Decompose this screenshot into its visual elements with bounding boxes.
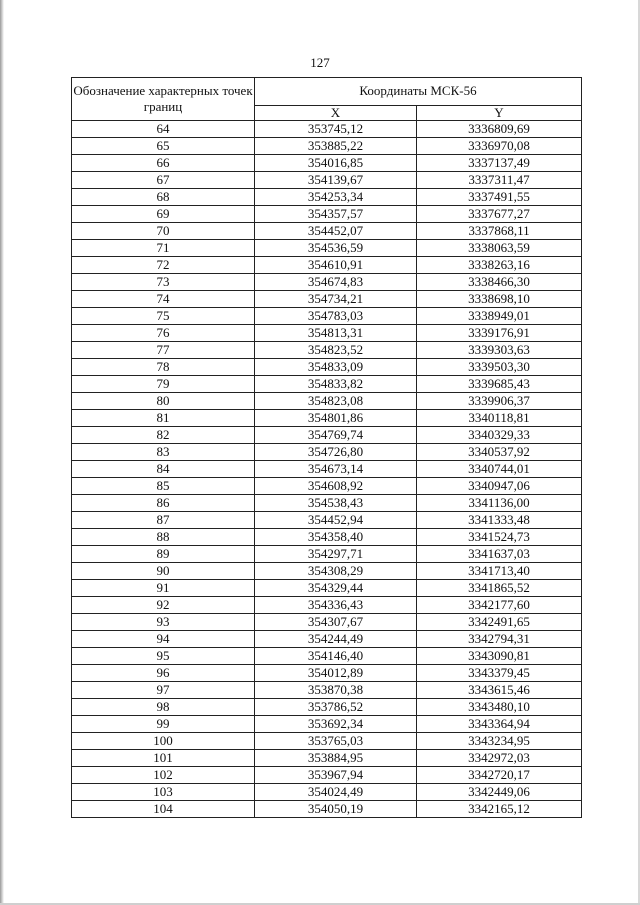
table-row bbox=[72, 138, 582, 155]
y-coordinate-cell: 3342972,03 bbox=[417, 750, 582, 767]
table-row bbox=[72, 155, 582, 172]
y-coordinate-cell: 3341136,00 bbox=[417, 495, 582, 512]
x-coordinate-cell: 354452,07 bbox=[255, 223, 417, 240]
x-coordinate-cell: 354307,67 bbox=[255, 614, 417, 631]
x-column-header: X bbox=[255, 105, 417, 120]
y-coordinate-cell: 3338698,10 bbox=[417, 291, 582, 308]
point-cell: 89 bbox=[72, 546, 255, 563]
x-coordinate-cell: 354801,86 bbox=[255, 410, 417, 427]
x-coordinate-cell: 354673,14 bbox=[255, 461, 417, 478]
point-cell: 90 bbox=[72, 563, 255, 580]
point-cell: 94 bbox=[72, 631, 255, 648]
table-row bbox=[72, 767, 582, 784]
point-cell: 102 bbox=[72, 767, 255, 784]
point-cell: 91 bbox=[72, 580, 255, 597]
table-body bbox=[72, 121, 582, 818]
table-row bbox=[72, 665, 582, 682]
y-coordinate-cell: 3340537,92 bbox=[417, 444, 582, 461]
table-row bbox=[72, 274, 582, 291]
points-column-header: Обозначение характерных точек границ bbox=[72, 78, 255, 121]
x-coordinate-cell: 354358,40 bbox=[255, 529, 417, 546]
point-cell: 100 bbox=[72, 733, 255, 750]
table-row bbox=[72, 325, 582, 342]
x-coordinate-cell: 354726,80 bbox=[255, 444, 417, 461]
y-coordinate-cell: 3341713,40 bbox=[417, 563, 582, 580]
point-cell: 81 bbox=[72, 410, 255, 427]
x-coordinate-cell: 354610,91 bbox=[255, 257, 417, 274]
x-coordinate-cell: 353870,38 bbox=[255, 682, 417, 699]
x-coordinate-cell: 354336,43 bbox=[255, 597, 417, 614]
scan-edge-left bbox=[0, 0, 4, 905]
table-row bbox=[72, 359, 582, 376]
y-coordinate-cell: 3343364,94 bbox=[417, 716, 582, 733]
table-row bbox=[72, 801, 582, 818]
x-coordinate-cell: 354452,94 bbox=[255, 512, 417, 529]
point-cell: 104 bbox=[72, 801, 255, 818]
table-row bbox=[72, 206, 582, 223]
y-coordinate-cell: 3340329,33 bbox=[417, 427, 582, 444]
x-coordinate-cell: 354538,43 bbox=[255, 495, 417, 512]
x-coordinate-cell: 354297,71 bbox=[255, 546, 417, 563]
x-coordinate-cell: 354357,57 bbox=[255, 206, 417, 223]
y-coordinate-cell: 3339685,43 bbox=[417, 376, 582, 393]
table-row bbox=[72, 784, 582, 801]
table-row bbox=[72, 189, 582, 206]
y-coordinate-cell: 3339303,63 bbox=[417, 342, 582, 359]
point-cell: 77 bbox=[72, 342, 255, 359]
x-coordinate-cell: 354608,92 bbox=[255, 478, 417, 495]
x-coordinate-cell: 353885,22 bbox=[255, 138, 417, 155]
x-coordinate-cell: 354244,49 bbox=[255, 631, 417, 648]
table-row bbox=[72, 716, 582, 733]
point-cell: 68 bbox=[72, 189, 255, 206]
table-row bbox=[72, 699, 582, 716]
y-coordinate-cell: 3341333,48 bbox=[417, 512, 582, 529]
y-coordinate-cell: 3339176,91 bbox=[417, 325, 582, 342]
y-coordinate-cell: 3343615,46 bbox=[417, 682, 582, 699]
x-coordinate-cell: 354253,34 bbox=[255, 189, 417, 206]
y-coordinate-cell: 3338949,01 bbox=[417, 308, 582, 325]
x-coordinate-cell: 354012,89 bbox=[255, 665, 417, 682]
y-coordinate-cell: 3342720,17 bbox=[417, 767, 582, 784]
table-row bbox=[72, 223, 582, 240]
point-cell: 98 bbox=[72, 699, 255, 716]
point-cell: 93 bbox=[72, 614, 255, 631]
y-coordinate-cell: 3337677,27 bbox=[417, 206, 582, 223]
y-coordinate-cell: 3340118,81 bbox=[417, 410, 582, 427]
point-cell: 83 bbox=[72, 444, 255, 461]
y-coordinate-cell: 3337491,55 bbox=[417, 189, 582, 206]
table-row bbox=[72, 342, 582, 359]
point-cell: 79 bbox=[72, 376, 255, 393]
point-cell: 95 bbox=[72, 648, 255, 665]
y-coordinate-cell: 3343234,95 bbox=[417, 733, 582, 750]
y-coordinate-cell: 3342449,06 bbox=[417, 784, 582, 801]
table-row bbox=[72, 563, 582, 580]
x-coordinate-cell: 353692,34 bbox=[255, 716, 417, 733]
y-coordinate-cell: 3339906,37 bbox=[417, 393, 582, 410]
y-coordinate-cell: 3337868,11 bbox=[417, 223, 582, 240]
point-cell: 75 bbox=[72, 308, 255, 325]
point-cell: 76 bbox=[72, 325, 255, 342]
table-row bbox=[72, 682, 582, 699]
point-cell: 101 bbox=[72, 750, 255, 767]
y-column-header: Y bbox=[417, 105, 582, 120]
y-coordinate-cell: 3343090,81 bbox=[417, 648, 582, 665]
x-coordinate-cell: 354813,31 bbox=[255, 325, 417, 342]
y-coordinate-cell: 3341524,73 bbox=[417, 529, 582, 546]
x-coordinate-cell: 354329,44 bbox=[255, 580, 417, 597]
table-row bbox=[72, 121, 582, 138]
x-coordinate-cell: 354139,67 bbox=[255, 172, 417, 189]
coordinates-table bbox=[71, 77, 582, 818]
y-coordinate-cell: 3340947,06 bbox=[417, 478, 582, 495]
table-header bbox=[72, 78, 582, 121]
point-cell: 74 bbox=[72, 291, 255, 308]
y-coordinate-cell: 3342165,12 bbox=[417, 801, 582, 818]
table-row bbox=[72, 529, 582, 546]
point-cell: 66 bbox=[72, 155, 255, 172]
point-cell: 67 bbox=[72, 172, 255, 189]
x-coordinate-cell: 353884,95 bbox=[255, 750, 417, 767]
x-coordinate-cell: 353786,52 bbox=[255, 699, 417, 716]
y-coordinate-cell: 3338063,59 bbox=[417, 240, 582, 257]
table-row bbox=[72, 648, 582, 665]
point-cell: 72 bbox=[72, 257, 255, 274]
y-coordinate-cell: 3343379,45 bbox=[417, 665, 582, 682]
y-coordinate-cell: 3337311,47 bbox=[417, 172, 582, 189]
y-coordinate-cell: 3339503,30 bbox=[417, 359, 582, 376]
y-coordinate-cell: 3343480,10 bbox=[417, 699, 582, 716]
point-cell: 82 bbox=[72, 427, 255, 444]
point-cell: 78 bbox=[72, 359, 255, 376]
point-cell: 87 bbox=[72, 512, 255, 529]
y-coordinate-cell: 3336809,69 bbox=[417, 121, 582, 138]
y-coordinate-cell: 3341637,03 bbox=[417, 546, 582, 563]
page-number: 127 bbox=[310, 55, 330, 70]
x-coordinate-cell: 354769,74 bbox=[255, 427, 417, 444]
x-coordinate-cell: 354734,21 bbox=[255, 291, 417, 308]
point-cell: 70 bbox=[72, 223, 255, 240]
x-coordinate-cell: 353745,12 bbox=[255, 121, 417, 138]
point-cell: 92 bbox=[72, 597, 255, 614]
table-row bbox=[72, 410, 582, 427]
table-row bbox=[72, 631, 582, 648]
table-row bbox=[72, 427, 582, 444]
point-cell: 71 bbox=[72, 240, 255, 257]
x-coordinate-cell: 354833,09 bbox=[255, 359, 417, 376]
table-row bbox=[72, 172, 582, 189]
table-row bbox=[72, 580, 582, 597]
point-cell: 69 bbox=[72, 206, 255, 223]
y-coordinate-cell: 3342177,60 bbox=[417, 597, 582, 614]
table-row bbox=[72, 495, 582, 512]
point-cell: 97 bbox=[72, 682, 255, 699]
table-row bbox=[72, 308, 582, 325]
y-coordinate-cell: 3338466,30 bbox=[417, 274, 582, 291]
table-row bbox=[72, 512, 582, 529]
x-coordinate-cell: 354016,85 bbox=[255, 155, 417, 172]
x-coordinate-cell: 354783,03 bbox=[255, 308, 417, 325]
table-row bbox=[72, 376, 582, 393]
y-coordinate-cell: 3338263,16 bbox=[417, 257, 582, 274]
y-coordinate-cell: 3336970,08 bbox=[417, 138, 582, 155]
point-cell: 86 bbox=[72, 495, 255, 512]
table-row bbox=[72, 733, 582, 750]
point-cell: 84 bbox=[72, 461, 255, 478]
y-coordinate-cell: 3342794,31 bbox=[417, 631, 582, 648]
y-coordinate-cell: 3341865,52 bbox=[417, 580, 582, 597]
point-cell: 88 bbox=[72, 529, 255, 546]
x-coordinate-cell: 354050,19 bbox=[255, 801, 417, 818]
x-coordinate-cell: 354308,29 bbox=[255, 563, 417, 580]
point-cell: 103 bbox=[72, 784, 255, 801]
table-row bbox=[72, 240, 582, 257]
table-row bbox=[72, 478, 582, 495]
x-coordinate-cell: 353765,03 bbox=[255, 733, 417, 750]
x-coordinate-cell: 354823,52 bbox=[255, 342, 417, 359]
table-row bbox=[72, 257, 582, 274]
point-cell: 99 bbox=[72, 716, 255, 733]
coordinate-system-header: Координаты МСК-56 bbox=[255, 78, 582, 106]
point-cell: 73 bbox=[72, 274, 255, 291]
point-cell: 80 bbox=[72, 393, 255, 410]
table-row bbox=[72, 597, 582, 614]
y-coordinate-cell: 3340744,01 bbox=[417, 461, 582, 478]
x-coordinate-cell: 354536,59 bbox=[255, 240, 417, 257]
point-cell: 96 bbox=[72, 665, 255, 682]
y-coordinate-cell: 3337137,49 bbox=[417, 155, 582, 172]
table-row bbox=[72, 614, 582, 631]
header-row-top bbox=[72, 78, 582, 106]
x-coordinate-cell: 354674,83 bbox=[255, 274, 417, 291]
x-coordinate-cell: 354833,82 bbox=[255, 376, 417, 393]
table-row bbox=[72, 393, 582, 410]
table-row bbox=[72, 750, 582, 767]
y-coordinate-cell: 3342491,65 bbox=[417, 614, 582, 631]
x-coordinate-cell: 353967,94 bbox=[255, 767, 417, 784]
table-row bbox=[72, 291, 582, 308]
table-row bbox=[72, 444, 582, 461]
point-cell: 65 bbox=[72, 138, 255, 155]
x-coordinate-cell: 354823,08 bbox=[255, 393, 417, 410]
point-cell: 64 bbox=[72, 121, 255, 138]
table-row bbox=[72, 546, 582, 563]
point-cell: 85 bbox=[72, 478, 255, 495]
x-coordinate-cell: 354024,49 bbox=[255, 784, 417, 801]
table-row bbox=[72, 461, 582, 478]
x-coordinate-cell: 354146,40 bbox=[255, 648, 417, 665]
